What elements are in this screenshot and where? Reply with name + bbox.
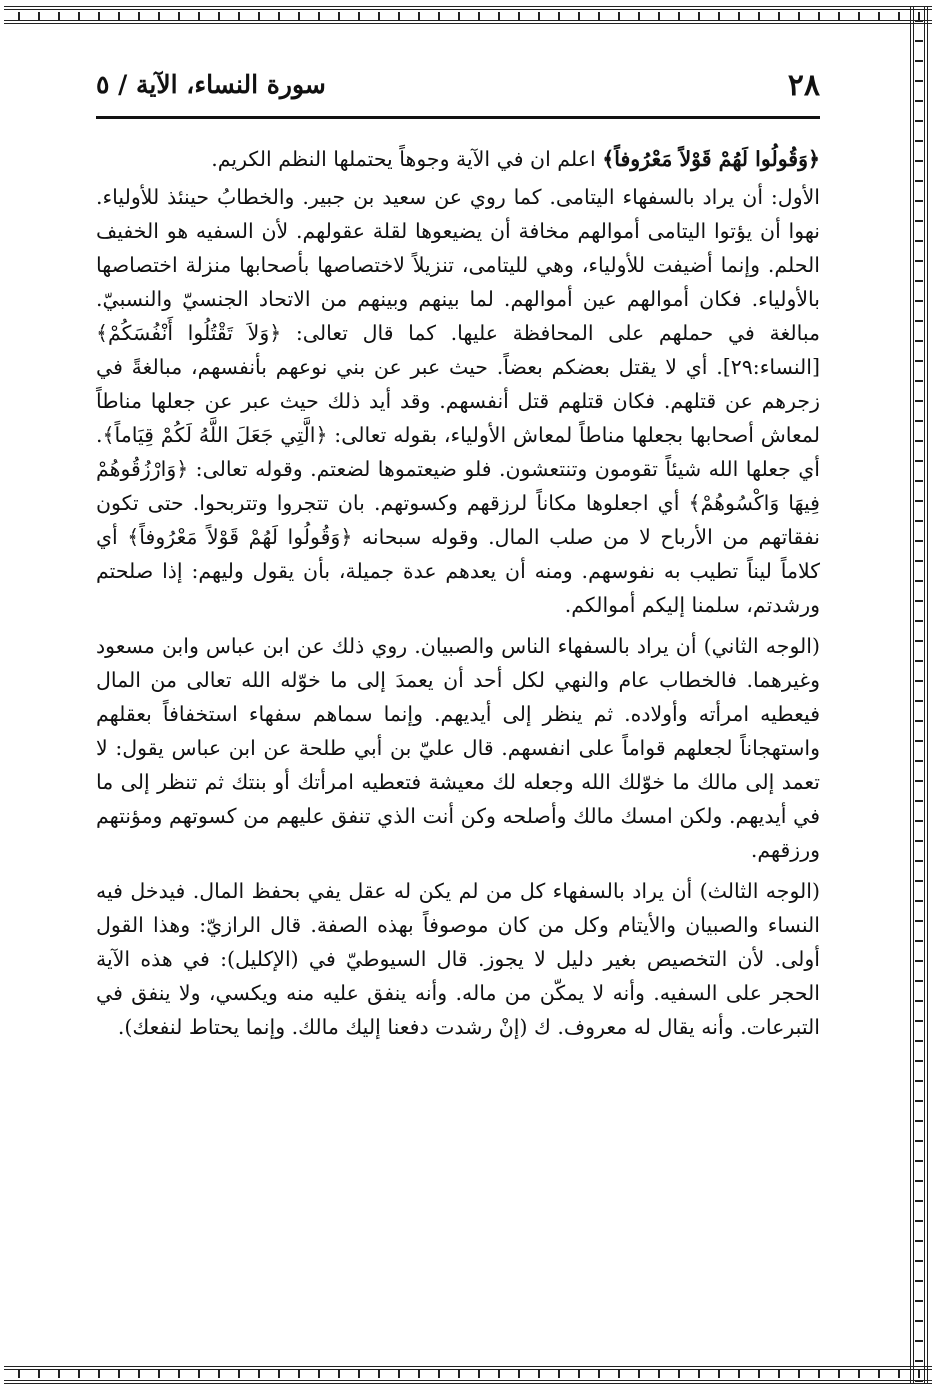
bottom-chain-links — [8, 1370, 928, 1378]
paragraph-third-view: (الوجه الثالث) أن يراد بالسفهاء كل من لم يكن له عقل يفي بحفظ المال. فيدخل فيه النساء والصبيان والأيتام وكل من كان موصوفاً بهذه الصفة. قال الرازيّ: وهذا القول أولى. لأن التخصيص بغير دليل لا يجوز. قال السيوطيّ في (الإكليل): في هذه الآية الحجر على السفيه. وأنه لا يمكّن من ماله. وأنه ينفق عليه منه ويكسي، ولا ينفق في التبرعات. وأنه يقال له معروف. ك (إنْ رشدت دفعنا إليك مالك. وإنما يحتاط لنفعك). — [96, 879, 820, 1039]
paragraph-intro — [96, 142, 820, 176]
quran-verse: ﴿وَقُولُوا لَهُمْ قَوْلاً مَعْرُوفاً﴾ — [602, 147, 820, 171]
paragraph-first-view: الأول: أن يراد بالسفهاء اليتامى. كما روي عن سعيد بن جبير. والخطابُ حينئذ للأولياء. نهوا أن يؤتوا اليتامى أموالهم مخافة أن يضيعوها لقلة عقولهم. لأن السفيه هو الخفيف الحلم. وإنما أضيفت للأولياء، وهي لليتامى، تنزيلاً لاختصاصها بأصحابها منزلة اختصاصها بالأولياء. فكان أموالهم عين أموالهم. لما بينهم وبينهم من الاتحاد الجنسيّ والنسبيّ. مبالغة في حملهم على المحافظة عليها. كما قال تعالى: ﴿وَلاَ تَقْتُلُوا أَنْفُسَكُمْ﴾ [النساء:٢٩]. أي لا يقتل بعضكم بعضاً. حيث عبر عن بني نوعهم بأنفسهم، مبالغةً في زجرهم عن قتلهم. فكان قتلهم قتل أنفسهم. وقد أيد ذلك حيث عبر عن جعلها مناطاً لمعاش أصحابها بجعلها مناطاً لمعاش الأولياء، بقوله تعالى: ﴿الَّتِي جَعَلَ اللَّهُ لَكُمْ قِيَاماً﴾. أي جعلها الله شيئاً تقومون وتنتعشون. فلو ضيعتموها لضعتم. وقوله تعالى: ﴿وَارْزُقُوهُمْ فِيهَا وَاكْسُوهُمْ﴾ أي اجعلوها مكاناً لرزقهم وكسوتهم. بان تتجروا وتتربحوا. حتى تكون نفقاتهم من الأرباح لا من صلب المال. وقوله سبحانه ﴿وَقُولُوا لَهُمْ قَوْلاً مَعْرُوفاً﴾ أي كلاماً ليناً تطيب به نفوسهم. ومنه أن يعدهم عدة جميلة، بأن يقول وليهم: إذا صلحتم ورشدتم، سلمنا إليكم أموالكم. — [96, 185, 820, 617]
running-title: سورة النساء، الآية / ٥ — [96, 70, 326, 99]
top-chain-links — [8, 12, 928, 20]
header-divider — [96, 116, 820, 119]
page-header — [96, 68, 820, 114]
page-number: ٢٨ — [787, 68, 820, 103]
paragraph-second-view: (الوجه الثاني) أن يراد بالسفهاء الناس والصبيان. روي ذلك عن ابن عباس وابن مسعود وغيرهما. فالخطاب عام والنهي لكل أحد أن يعمدَ إلى ما خوّله الله تعالى من المال فيعطيه امرأته وأولاده. ثم ينظر إلى أيديهم. وإنما سماهم سفهاء استخفافاً بعقلهم واستهجاناً لجعلهم قواماً على انفسهم. قال عليّ بن أبي طلحة عن ابن عباس يقول: لا تعمد إلى مالك ما خوّلك الله وجعله لك معيشة فتعطيه امرأتك أو بنتك ثم تنظر إلى ما في أيديهم. ولكن امسك مالك وأصلحه وكن أنت الذي تنفق عليهم من كسوتهم ومؤنتهم ورزقهم. — [96, 634, 820, 862]
paragraph-text: اعلم ان في الآية وجوهاً يحتملها النظم الكريم. — [211, 147, 596, 171]
body-text — [96, 142, 820, 1051]
right-chain-links — [915, 10, 923, 1382]
